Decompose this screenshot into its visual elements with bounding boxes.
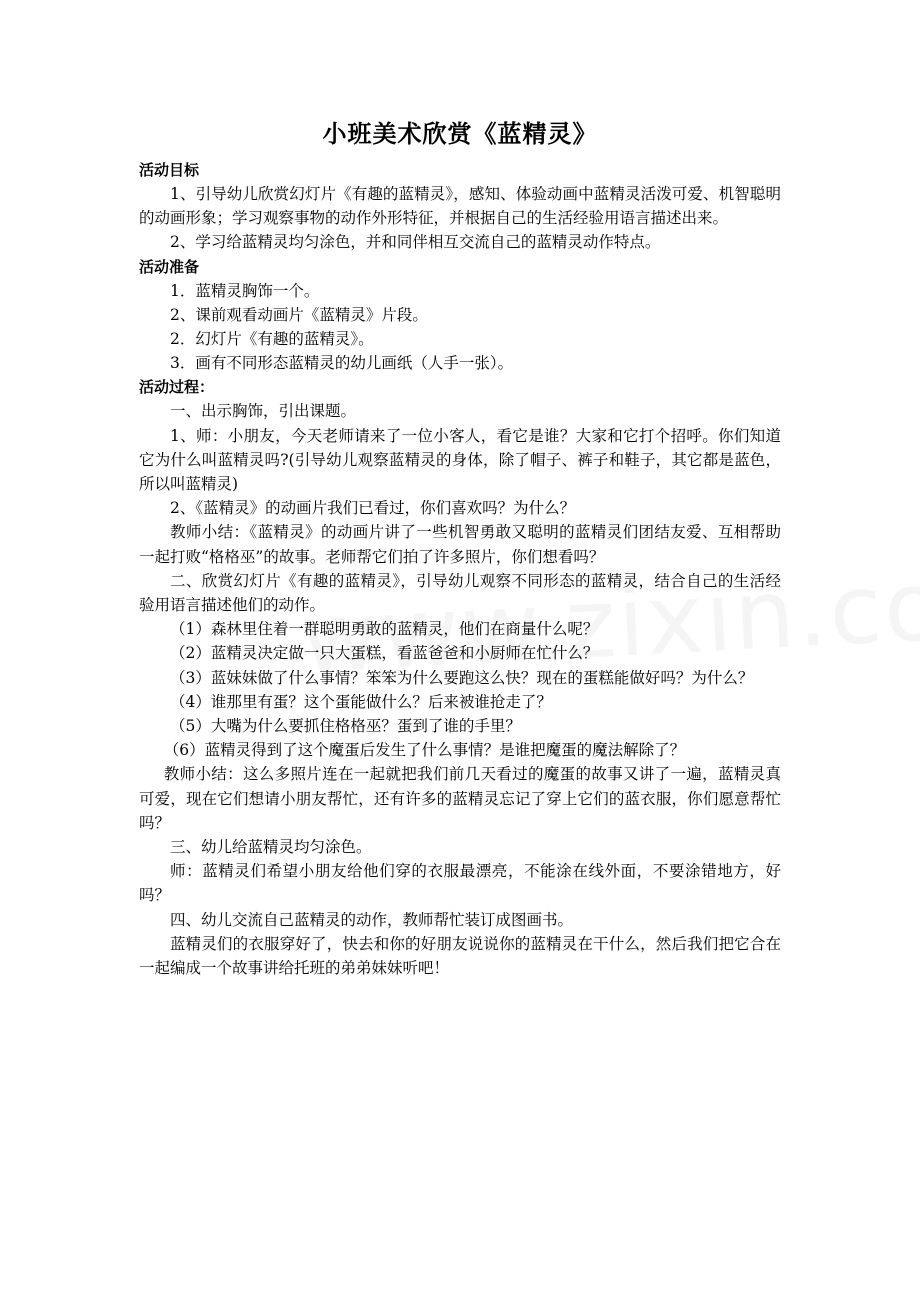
paragraph: 教师小结：这么多照片连在一起就把我们前几天看过的魔蛋的故事又讲了一遍，蓝精灵真可爱，现在它们想请小朋友帮忙，还有许多的蓝精灵忘记了穿上它们的蓝衣服，你们愿意帮忙吗？: [139, 765, 781, 832]
paragraph: 一、出示胸饰，引出课题。: [170, 402, 357, 421]
list-item: 1．蓝精灵胸饰一个。: [170, 281, 320, 300]
paragraph: 1、师：小朋友，今天老师请来了一位小客人，看它是谁？大家和它打个招呼。你们知道它为什么叫蓝精灵吗?(引导幼儿观察蓝精灵的身体，除了帽子、裤子和鞋子，其它都是蓝色，所以叫蓝精灵): [139, 426, 781, 494]
paragraph: 2、《蓝精灵》的动画片我们已看过，你们喜欢吗？为什么？: [170, 499, 576, 518]
document-title: 小班美术欣赏《蓝精灵》: [322, 120, 598, 148]
paragraph: 2、学习给蓝精灵均匀涂色，并和同伴相互交流自己的蓝精灵动作特点。: [170, 233, 661, 252]
paragraph: 1、引导幼儿欣赏幻灯片《有趣的蓝精灵》，感知、体验动画中蓝精灵活泼可爱、机智聪明的动画形象；学习观察事物的动作外形特征，并根据自己的生活经验用语言描述出来。: [139, 185, 781, 228]
paragraph: 教师小结：《蓝精灵》的动画片讲了一些机智勇敢又聪明的蓝精灵们团结友爱、互相帮助一起打败“格格巫”的故事。老师帮它们拍了许多照片，你们想看吗？: [139, 523, 781, 566]
paragraph: 蓝精灵们的衣服穿好了，快去和你的好朋友说说你的蓝精灵在干什么，然后我们把它合在一起编成一个故事讲给托班的弟弟妹妹听吧！: [139, 934, 781, 978]
question-item: （2）蓝精灵决定做一只大蛋糕，看蓝爸爸和小厨师在忙什么？: [170, 644, 599, 663]
list-item: 3．画有不同形态蓝精灵的幼儿画纸（人手一张）。: [170, 354, 514, 373]
section-goals: [139, 158, 781, 255]
paragraph: 四、幼儿交流自己蓝精灵的动作，教师帮忙装订成图画书。: [170, 910, 574, 929]
section-heading-goals: 活动目标: [139, 161, 200, 179]
question-item: （5）大嘴为什么要抓住格格巫？蛋到了谁的手里？: [170, 717, 521, 736]
section-heading-process: 活动过程：: [139, 378, 215, 397]
list-item: 2、课前观看动画片《蓝精灵》片段。: [170, 305, 428, 324]
paragraph: 三、幼儿给蓝精灵均匀涂色。: [170, 838, 372, 857]
question-item: （1）森林里住着一群聪明勇敢的蓝精灵，他们在商量什么呢？: [170, 620, 599, 639]
section-preparation: [139, 255, 781, 376]
paragraph: 师：蓝精灵们希望小朋友给他们穿的衣服最漂亮，不能涂在线外面，不要涂错地方，好吗？: [139, 862, 781, 905]
question-item: （3）蓝妹妹做了什么事情？笨笨为什么要跑这么快？现在的蛋糕能做好吗？为什么？: [170, 668, 754, 687]
list-item: 2．幻灯片《有趣的蓝精灵》。: [170, 330, 374, 349]
question-item: （4）谁那里有蛋？这个蛋能做什么？后来被谁抢走了？: [170, 692, 552, 711]
paragraph: 二、欣赏幻灯片《有趣的蓝精灵》，引导幼儿观察不同形态的蓝精灵，结合自己的生活经验用语言描述他们的动作。: [139, 571, 781, 615]
section-heading-preparation: 活动准备: [139, 257, 200, 276]
document-page: [139, 116, 781, 980]
question-item: （6）蓝精灵得到了这个魔蛋后发生了什么事情？是谁把魔蛋的魔法解除了？: [163, 741, 686, 760]
section-process: [139, 375, 781, 980]
